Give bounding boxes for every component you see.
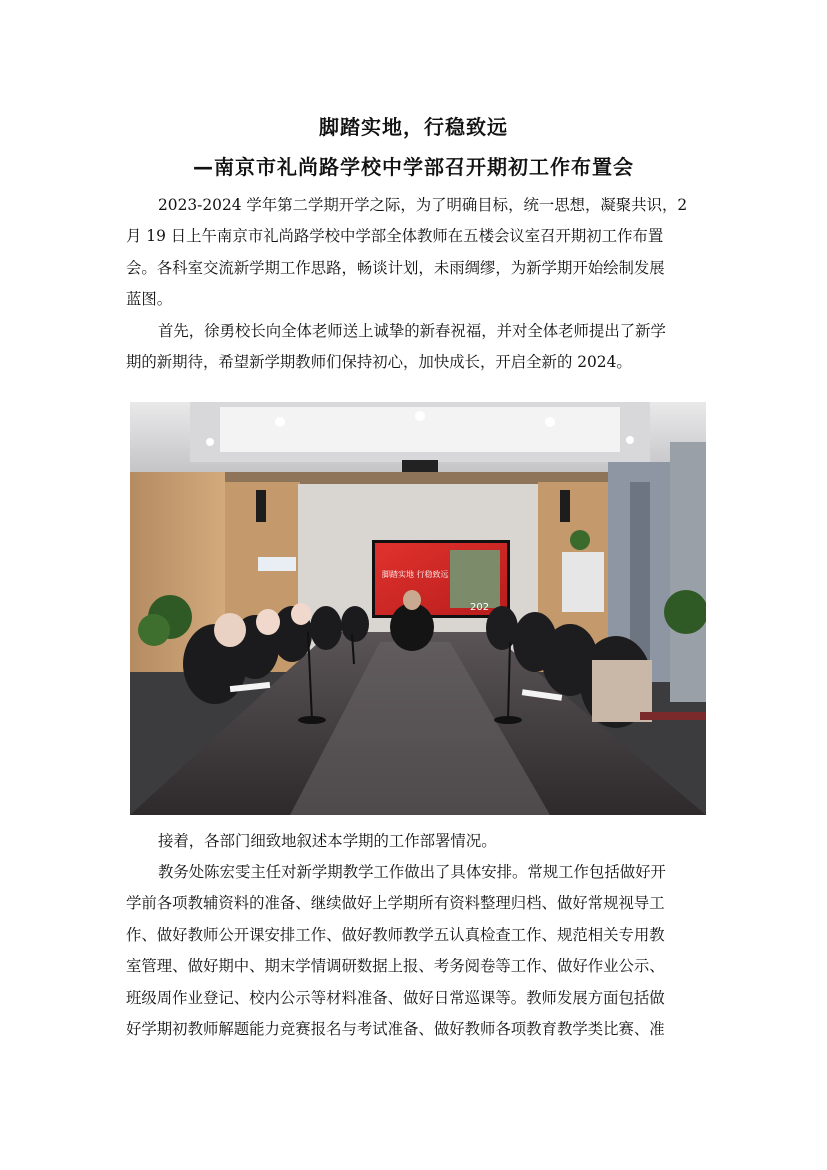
paragraph-line: 学前各项教辅资料的准备、继续做好上学期所有资料整理归档、做好常规视导工 bbox=[126, 894, 665, 913]
paragraph-line: 期的新期待，希望新学期教师们保持初心，加快成长，开启全新的 2024。 bbox=[126, 353, 632, 372]
paragraph-line: 作、做好教师公开课安排工作、做好教师教学五认真检查工作、规范相关专用教 bbox=[126, 925, 665, 944]
paragraph-line: 月 19 日上午南京市礼尚路学校中学部全体教师在五楼会议室召开期初工作布置 bbox=[126, 227, 664, 246]
paragraph-line: 2023-2024 学年第二学期开学之际，为了明确目标，统一思想，凝聚共识，2 bbox=[158, 196, 688, 214]
paragraph-line: 首先，徐勇校长向全体老师送上诚挚的新春祝福，并对全体老师提出了新学 bbox=[158, 322, 666, 340]
paragraph-principal bbox=[126, 316, 716, 379]
document-title: 脚踏实地，行稳致远 bbox=[319, 115, 508, 139]
paragraph-line: 室管理、做好期中、期末学情调研数据上报、考务阅卷等工作、做好作业公示、 bbox=[126, 957, 665, 976]
paragraph-line: 接着，各部门细致地叙述本学期的工作部署情况。 bbox=[158, 832, 497, 850]
paragraph-academic-affairs bbox=[126, 857, 716, 1045]
paragraph-line: 教务处陈宏雯主任对新学期教学工作做出了具体安排。常规工作包括做好开 bbox=[158, 863, 666, 881]
screen-title-text: 脚踏实地 行稳致远 bbox=[382, 570, 449, 579]
meeting-room-illustration bbox=[130, 402, 706, 815]
paragraph-line: 蓝图。 bbox=[126, 290, 173, 309]
document-subtitle: —南京市礼尚路学校中学部召开期初工作布置会 bbox=[193, 155, 634, 179]
paragraph-line: 好学期初教师解题能力竞赛报名与考试准备、做好教师各项教育教学类比赛、准 bbox=[126, 1020, 665, 1039]
paragraph-intro bbox=[126, 190, 716, 316]
meeting-photo bbox=[130, 402, 706, 815]
paragraph-line: 班级周作业登记、校内公示等材料准备、做好日常巡课等。教师发展方面包括做 bbox=[126, 988, 665, 1007]
paragraph-departments bbox=[126, 826, 716, 857]
screen-year-text: 202 bbox=[470, 602, 490, 613]
paragraph-line: 会。各科室交流新学期工作思路，畅谈计划，未雨绸缪，为新学期开始绘制发展 bbox=[126, 258, 665, 277]
